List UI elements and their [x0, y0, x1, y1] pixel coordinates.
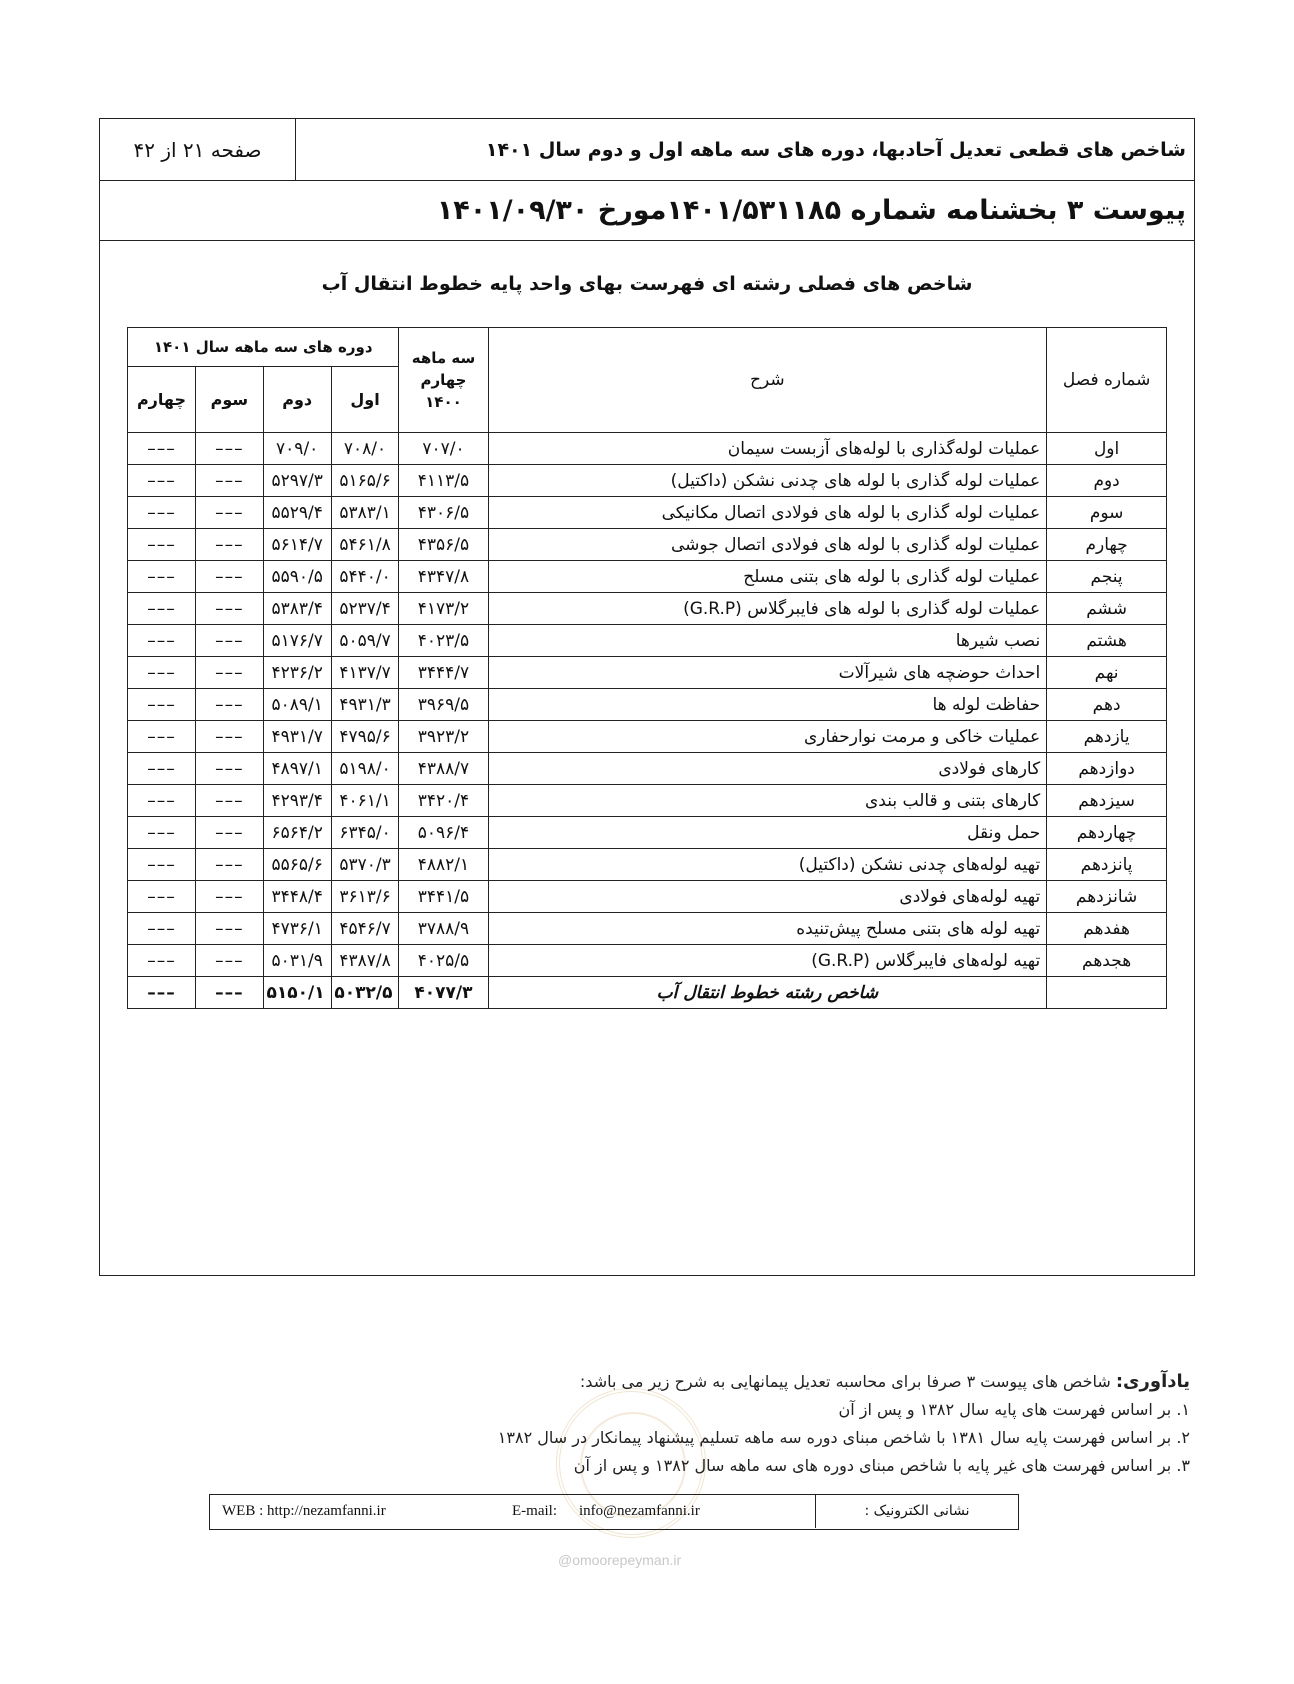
row-description: نصب شیرها: [488, 625, 1047, 657]
contact-label: نشانی الکترونیک :: [815, 1495, 1018, 1528]
table-row: [128, 913, 1167, 945]
total-chapter: [1047, 977, 1167, 1009]
total-q4: –––: [128, 977, 196, 1009]
row-chapter: دوازدهم: [1047, 753, 1167, 785]
document-title: شاخص های قطعی تعدیل آحادبها، دوره های سه ماهه اول و دوم سال ۱۴۰۱: [485, 139, 1186, 161]
row-chapter: ششم: [1047, 593, 1167, 625]
table-row: [128, 785, 1167, 817]
row-chapter: یازدهم: [1047, 721, 1167, 753]
row-description: تهیه لوله‌های فولادی: [488, 881, 1047, 913]
row-q3: –––: [195, 753, 263, 785]
row-q2: ۴۸۹۷/۱: [263, 753, 331, 785]
row-q4-1400: ۴۳۴۷/۸: [399, 561, 488, 593]
row-q1: ۵۳۸۳/۱: [331, 497, 399, 529]
row-description: کارهای فولادی: [488, 753, 1047, 785]
table-row: [128, 529, 1167, 561]
table-row: [128, 497, 1167, 529]
note-item: ۲. بر اساس فهرست پایه سال ۱۳۸۱ با شاخص مبنای دوره سه ماهه تسلیم پیشنهاد پیمانکار در سال ۱۳۸۲: [497, 1428, 1190, 1447]
table-row: [128, 657, 1167, 689]
header-q1: اول: [331, 367, 399, 433]
header-group-1401: دوره های سه ماهه سال ۱۴۰۱: [128, 328, 399, 367]
row-q3: –––: [195, 529, 263, 561]
row-q1: ۴۵۴۶/۷: [331, 913, 399, 945]
row-chapter: چهاردهم: [1047, 817, 1167, 849]
web-link[interactable]: WEB : http://nezamfanni.ir: [222, 1503, 386, 1519]
email-label: E-mail:: [512, 1503, 557, 1519]
row-q3: –––: [195, 945, 263, 977]
row-chapter: پانزدهم: [1047, 849, 1167, 881]
row-description: عملیات لوله گذاری با لوله های فایبرگلاس (G.R.P): [488, 593, 1047, 625]
row-description: حفاظت لوله ها: [488, 689, 1047, 721]
table-row: [128, 689, 1167, 721]
row-q3: –––: [195, 913, 263, 945]
row-description: عملیات لوله‌گذاری با لوله‌های آزبست سیمان: [488, 433, 1047, 465]
row-q1: ۵۴۴۰/۰: [331, 561, 399, 593]
table-row: [128, 881, 1167, 913]
watermark: @omoorepeyman.ir: [558, 1552, 682, 1568]
row-description: کارهای بتنی و قالب بندی: [488, 785, 1047, 817]
row-q1: ۴۰۶۱/۱: [331, 785, 399, 817]
row-q3: –––: [195, 881, 263, 913]
row-q3: –––: [195, 817, 263, 849]
row-q2: ۵۵۲۹/۴: [263, 497, 331, 529]
row-description: احداث حوضچه های شیرآلات: [488, 657, 1047, 689]
row-q4: –––: [128, 593, 196, 625]
email-link[interactable]: info@nezamfanni.ir: [579, 1503, 700, 1519]
row-q3: –––: [195, 849, 263, 881]
row-q2: ۴۲۹۳/۴: [263, 785, 331, 817]
row-q4-1400: ۴۳۰۶/۵: [399, 497, 488, 529]
row-q4-1400: ۴۳۸۸/۷: [399, 753, 488, 785]
header-q2: دوم: [263, 367, 331, 433]
header-q4-1400: سه ماهه چهارم ۱۴۰۰: [399, 328, 488, 433]
row-q1: ۵۳۷۰/۳: [331, 849, 399, 881]
row-q4-1400: ۳۴۴۴/۷: [399, 657, 488, 689]
table-row: [128, 561, 1167, 593]
row-q4: –––: [128, 817, 196, 849]
row-q4-1400: ۳۴۴۱/۵: [399, 881, 488, 913]
row-chapter: پنجم: [1047, 561, 1167, 593]
table-row: [128, 593, 1167, 625]
row-chapter: اول: [1047, 433, 1167, 465]
total-q3: –––: [195, 977, 263, 1009]
row-description: حمل ونقل: [488, 817, 1047, 849]
note-item: ۱. بر اساس فهرست های پایه سال ۱۳۸۲ و پس از آن: [838, 1400, 1190, 1419]
row-description: عملیات خاکی و مرمت نوارحفاری: [488, 721, 1047, 753]
email: [490, 1495, 700, 1528]
row-q3: –––: [195, 433, 263, 465]
row-q1: ۳۶۱۳/۶: [331, 881, 399, 913]
row-q4-1400: ۳۹۶۹/۵: [399, 689, 488, 721]
row-q1: ۷۰۸/۰: [331, 433, 399, 465]
row-q2: ۴۷۳۶/۱: [263, 913, 331, 945]
row-chapter: دهم: [1047, 689, 1167, 721]
header-q4: چهارم: [128, 367, 196, 433]
row-chapter: شانزدهم: [1047, 881, 1167, 913]
row-q3: –––: [195, 465, 263, 497]
row-q1: ۴۱۳۷/۷: [331, 657, 399, 689]
row-q4: –––: [128, 785, 196, 817]
header-q3: سوم: [195, 367, 263, 433]
row-q4-1400: ۳۴۲۰/۴: [399, 785, 488, 817]
table-row: [128, 465, 1167, 497]
row-q1: ۶۳۴۵/۰: [331, 817, 399, 849]
row-q1: ۴۹۳۱/۳: [331, 689, 399, 721]
row-q1: ۴۳۸۷/۸: [331, 945, 399, 977]
row-q2: ۵۱۷۶/۷: [263, 625, 331, 657]
row-q4: –––: [128, 849, 196, 881]
row-chapter: هفدهم: [1047, 913, 1167, 945]
row-chapter: سوم: [1047, 497, 1167, 529]
row-q4: –––: [128, 529, 196, 561]
row-q4: –––: [128, 689, 196, 721]
total-row: [128, 977, 1167, 1009]
header-description: شرح: [488, 328, 1047, 433]
contact-box: [209, 1494, 1019, 1530]
row-q4: –––: [128, 465, 196, 497]
table-row: [128, 849, 1167, 881]
table-row: [128, 945, 1167, 977]
row-q3: –––: [195, 561, 263, 593]
table-row: [128, 625, 1167, 657]
row-q4-1400: ۴۱۱۳/۵: [399, 465, 488, 497]
row-q2: ۵۵۹۰/۵: [263, 561, 331, 593]
row-q3: –––: [195, 721, 263, 753]
row-q3: –––: [195, 593, 263, 625]
row-q4: –––: [128, 945, 196, 977]
row-q4-1400: ۴۱۷۳/۲: [399, 593, 488, 625]
row-q2: ۳۴۴۸/۴: [263, 881, 331, 913]
row-q4-1400: ۴۸۸۲/۱: [399, 849, 488, 881]
row-q4: –––: [128, 561, 196, 593]
row-q2: ۵۰۸۹/۱: [263, 689, 331, 721]
row-q2: ۷۰۹/۰: [263, 433, 331, 465]
row-q1: ۵۴۶۱/۸: [331, 529, 399, 561]
row-description: عملیات لوله گذاری با لوله های چدنی نشکن (داکتیل): [488, 465, 1047, 497]
row-q2: ۵۵۶۵/۶: [263, 849, 331, 881]
row-q4: –––: [128, 881, 196, 913]
row-q4-1400: ۴۳۵۶/۵: [399, 529, 488, 561]
page-frame: [99, 118, 1195, 1276]
page-number: صفحه ۲۱ از ۴۲: [100, 119, 296, 181]
notes: [430, 1368, 1190, 1480]
row-q4: –––: [128, 657, 196, 689]
row-q3: –––: [195, 785, 263, 817]
table-row: [128, 753, 1167, 785]
row-q1: ۵۱۹۸/۰: [331, 753, 399, 785]
row-q1: ۵۰۵۹/۷: [331, 625, 399, 657]
row-q4-1400: ۳۷۸۸/۹: [399, 913, 488, 945]
row-q4: –––: [128, 497, 196, 529]
row-chapter: دوم: [1047, 465, 1167, 497]
row-q4: –––: [128, 913, 196, 945]
section-title: شاخص های فصلی رشته ای فهرست بهای واحد پایه خطوط انتقال آب: [321, 273, 973, 295]
index-table: [127, 327, 1167, 1009]
row-description: عملیات لوله گذاری با لوله های بتنی مسلح: [488, 561, 1047, 593]
row-description: تهیه لوله‌های چدنی نشکن (داکتیل): [488, 849, 1047, 881]
header-row: [100, 119, 1194, 181]
row-description: عملیات لوله گذاری با لوله های فولادی اتصال مکانیکی: [488, 497, 1047, 529]
row-q2: ۴۹۳۱/۷: [263, 721, 331, 753]
table-body: [128, 433, 1167, 1009]
total-q2: ۵۱۵۰/۱: [263, 977, 331, 1009]
row-chapter: هشتم: [1047, 625, 1167, 657]
row-q3: –––: [195, 689, 263, 721]
row-q2: ۵۲۹۷/۳: [263, 465, 331, 497]
row-chapter: چهارم: [1047, 529, 1167, 561]
row-chapter: هجدهم: [1047, 945, 1167, 977]
row-q4-1400: ۳۹۲۳/۲: [399, 721, 488, 753]
row-q3: –––: [195, 497, 263, 529]
notes-label: یادآوری:: [1115, 1371, 1190, 1392]
total-q1: ۵۰۳۲/۵: [331, 977, 399, 1009]
row-q2: ۴۲۳۶/۲: [263, 657, 331, 689]
table-row: [128, 817, 1167, 849]
total-q4-1400: ۴۰۷۷/۳: [399, 977, 488, 1009]
circular-reference: پیوست ۳ بخشنامه شماره ۱۴۰۱/۵۳۱۱۸۵مورخ ۱۴۰۱/۰۹/۳۰: [436, 195, 1186, 226]
row-q2: ۶۵۶۴/۲: [263, 817, 331, 849]
total-description: شاخص رشته خطوط انتقال آب: [488, 977, 1047, 1009]
subtitle-row: [100, 181, 1194, 241]
table-row: [128, 433, 1167, 465]
row-q4-1400: ۴۰۲۵/۵: [399, 945, 488, 977]
notes-intro: شاخص های پیوست ۳ صرفا برای محاسبه تعدیل پیمانهایی به شرح زیر می باشد:: [579, 1372, 1111, 1391]
row-q3: –––: [195, 657, 263, 689]
header-chapter: شماره فصل: [1047, 328, 1167, 433]
row-q4-1400: ۷۰۷/۰: [399, 433, 488, 465]
row-q4: –––: [128, 625, 196, 657]
table-row: [128, 721, 1167, 753]
row-q4-1400: ۵۰۹۶/۴: [399, 817, 488, 849]
row-q4: –––: [128, 433, 196, 465]
row-q1: ۴۷۹۵/۶: [331, 721, 399, 753]
row-q4: –––: [128, 753, 196, 785]
note-item: ۳. بر اساس فهرست های غیر پایه با شاخص مبنای دوره های سه ماهه سال ۱۳۸۲ و پس از آن: [573, 1456, 1190, 1475]
row-description: عملیات لوله گذاری با لوله های فولادی اتصال جوشی: [488, 529, 1047, 561]
row-q1: ۵۱۶۵/۶: [331, 465, 399, 497]
row-q1: ۵۲۳۷/۴: [331, 593, 399, 625]
row-chapter: سیزدهم: [1047, 785, 1167, 817]
row-q4-1400: ۴۰۲۳/۵: [399, 625, 488, 657]
row-description: تهیه لوله‌های فایبرگلاس (G.R.P): [488, 945, 1047, 977]
row-chapter: نهم: [1047, 657, 1167, 689]
row-q2: ۵۳۸۳/۴: [263, 593, 331, 625]
row-q4: –––: [128, 721, 196, 753]
row-q3: –––: [195, 625, 263, 657]
row-q2: ۵۰۳۱/۹: [263, 945, 331, 977]
row-description: تهیه لوله های بتنی مسلح پیش‌تنیده: [488, 913, 1047, 945]
row-q2: ۵۶۱۴/۷: [263, 529, 331, 561]
